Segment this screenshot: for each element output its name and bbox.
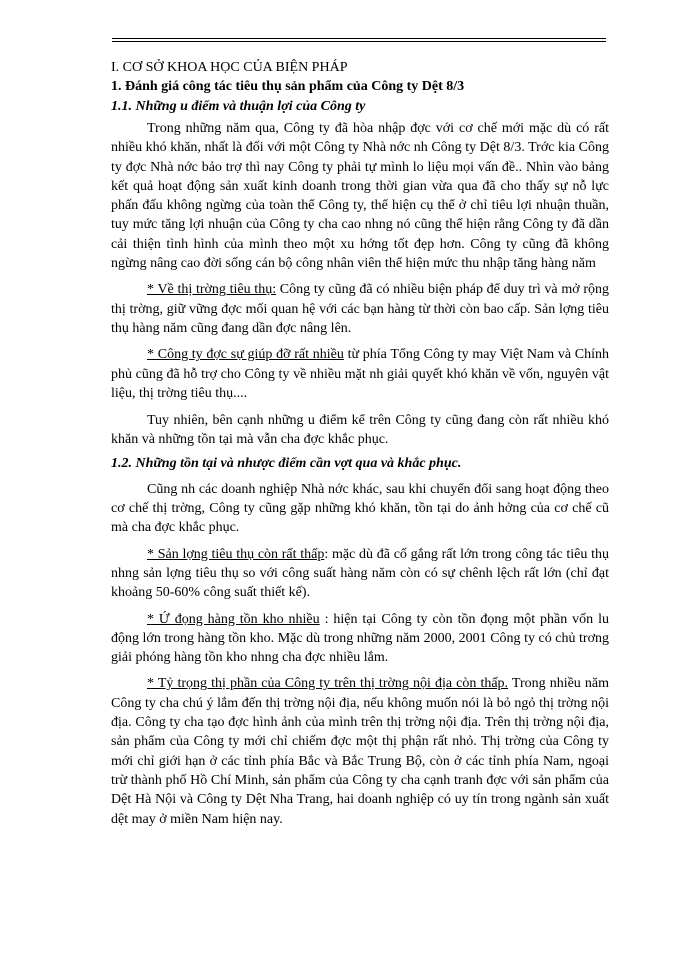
section-heading-main: I. CƠ SỞ KHOA HỌC CỦA BIỆN PHÁP — [111, 60, 348, 75]
paragraph-8-text: Trong nhiều năm Công ty cha chú ý lắm đến thị trờng nội địa, nếu không muốn nói là bỏ ngỏ thị trờng nội địa. Công ty cha tạo đợc hình ảnh của mình trên thị trờng nội địa. Trên thị trờng nội địa, sản phẩm của Công ty mới chỉ chiếm đợc một thị phận rất nhỏ. Thị trờng của Công ty mới chỉ giới hạn ở các tỉnh phía Bắc và Bắc Trung Bộ, còn ở các tỉnh phía Nam, ngoại trừ thành phố Hồ Chí Minh, sản phẩm của Công ty cha cạnh tranh đợc với sản phẩm của Dệt Hà Nội và Công ty Dệt Nha Trang, hai doanh nghiệp có uy tín trong ngành sản xuất dệt may ở miền Nam hiện nay. — [111, 676, 609, 827]
paragraph-6-label: * Sản lợng tiêu thụ còn rất thấp — [147, 546, 325, 562]
paragraph-7 — [111, 610, 609, 668]
paragraph-7-label: * Ứ đọng hàng tồn kho nhiều — [147, 611, 320, 627]
paragraph-1: Trong những năm qua, Công ty đã hòa nhập đợc với cơ chế mới mặc dù có rất nhiều khó khăn, nhất là đối với một Công ty Nhà nớc nh Công ty Dệt 8/3. Trớc kia Công ty đợc Nhà nớc bảo trợ thì nay Công ty phải tự mình lo liệu mọi vấn đề.. Nhìn vào bảng kết quả hoạt động sản xuất kinh doanh trong thời gian vừa qua đã cho thấy sự nỗ lực phấn đấu không ngừng của toàn thể Công ty, thể hiện cụ thể ở chỉ tiêu lợi nhuận thuần, tuy mức tăng lợi nhuận của Công ty cha cao nhng nó cũng thể hiện rằng Công ty đã dần cải thiện tình hình của mình theo một xu hớng tốt đẹp hơn. Công ty cũng đã không ngừng nâng cao đời sống cán bộ công nhân viên thể hiện mức thu nhập tăng hàng năm — [111, 121, 609, 272]
paragraph-2 — [111, 280, 609, 338]
header-rule-bottom — [112, 41, 606, 42]
paragraph-3-text: từ phía Tổng Công ty may Việt Nam và Chính phủ cũng đã hỗ trợ cho Công ty về nhiều mặt nh giải quyết khó khăn về vốn, nguyên vật liệu, thị trờng tiêu thụ.... — [111, 347, 609, 401]
paragraph-3 — [111, 345, 609, 403]
paragraph-8-label: * Tỷ trọng thị phần của Công ty trên thị trờng nội địa còn thấp. — [147, 676, 509, 692]
paragraph-7-text: : hiện tại Công ty còn tồn đọng một phần vốn lu động lớn trong hàng tồn kho. Mặc dù trong những năm 2000, 2001 Công ty có chủ trơng giải phóng hàng tồn kho nhng cha đợc nhiều lắm. — [111, 611, 610, 666]
header-rule-top — [112, 38, 606, 39]
paragraph-3-label: * Công ty đợc sự giúp đỡ rất nhiều — [147, 347, 344, 363]
paragraph-4: Tuy nhiên, bên cạnh những u điểm kể trên Công ty cũng đang còn rất nhiều khó khăn và những tồn tại mà vẫn cha đợc khắc phục. — [111, 413, 609, 448]
paragraph-2-text: Công ty cũng đã có nhiều biện pháp để duy trì và mở rộng thị trờng, giữ vững đợc mối quan hệ với các bạn hàng từ thời còn bao cấp. Sản lợng tiêu thụ hàng năm cũng đang dần đợc nâng lên. — [111, 282, 609, 336]
paragraph-5: Cũng nh các doanh nghiệp Nhà nớc khác, sau khi chuyển đổi sang hoạt động theo cơ chế thị trờng, Công ty cũng gặp những khó khăn, tồn tại do ảnh hởng của cơ chế cũ mà cha đợc khắc phục. — [111, 481, 609, 536]
paragraph-6 — [111, 545, 609, 603]
section-heading-1: 1. Đánh giá công tác tiêu thụ sản phẩm của Công ty Dệt 8/3 — [111, 79, 465, 94]
paragraph-2-label: * Về thị trờng tiêu thụ: — [147, 282, 277, 298]
section-heading-1-2: 1.2. Những tồn tại và nhược điểm cần vợt qua và khắc phục. — [111, 455, 462, 471]
document-body — [111, 58, 609, 829]
section-heading-1-1: 1.1. Những u điểm và thuận lợi của Công ty — [111, 99, 366, 114]
paragraph-6-text: : mặc dù đã cố gắng rất lớn trong công tác tiêu thụ nhng sản lợng tiêu thụ so với công suất hàng năm còn có sự chênh lệch rất lớn (chỉ đạt khoảng 50-60% công suất thiết kế). — [111, 546, 610, 601]
paragraph-8 — [111, 674, 609, 828]
